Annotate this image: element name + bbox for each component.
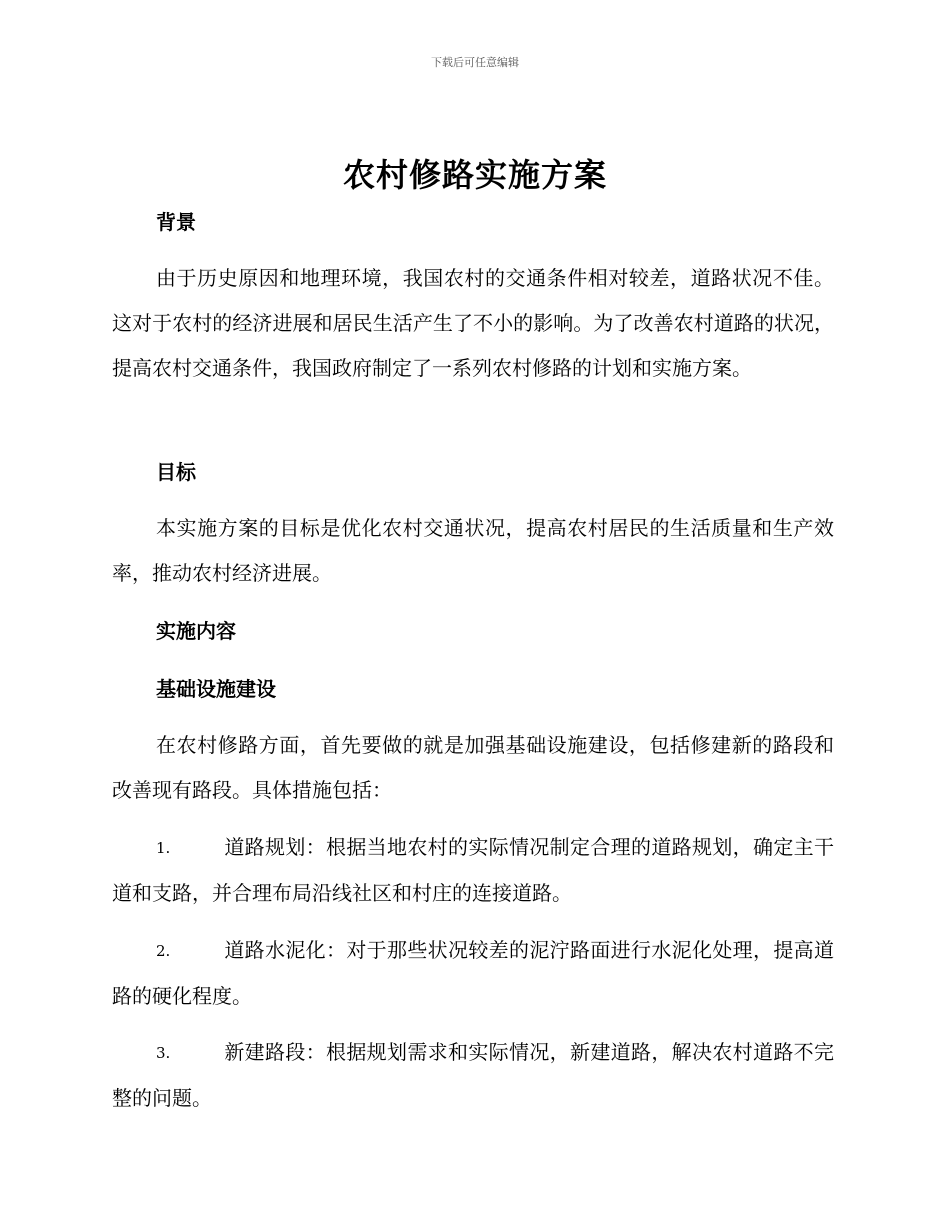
list-item-number: 3.: [156, 1044, 171, 1062]
list-item: [112, 1030, 834, 1121]
section-content: [112, 617, 834, 645]
list-item-text: 新建路段：根据规划需求和实际情况，新建道路，解决农村道路不完整的问题。: [112, 1040, 834, 1110]
section-heading: 基础设施建设: [156, 677, 276, 701]
section-heading: 实施内容: [156, 619, 236, 643]
section-infrastructure: [112, 675, 834, 703]
section-heading: 背景: [156, 210, 196, 234]
section-background: [112, 208, 834, 236]
list-item-text: 道路水泥化：对于那些状况较差的泥泞路面进行水泥化处理，提高道路的硬化程度。: [112, 938, 834, 1008]
list-item-text: 道路规划：根据当地农村的实际情况制定合理的道路规划，确定主干道和支路，并合理布局沿线社区和村庄的连接道路。: [112, 835, 834, 905]
paragraph: 由于历史原因和地理环境，我国农村的交通条件相对较差，道路状况不佳。这对于农村的经济进展和居民生活产生了不小的影响。为了改善农村道路的状况，提高农村交通条件，我国政府制定了一系列农村修路的计划和实施方案。: [112, 266, 834, 380]
infrastructure-paragraph-block: [112, 723, 834, 813]
goal-paragraph-block: [112, 506, 834, 596]
list-item-number: 1.: [156, 839, 171, 857]
paragraph: 本实施方案的目标是优化农村交通状况，提高农村居民的生活质量和生产效率，推动农村经济进展。: [112, 516, 834, 585]
header-note: 下载后可任意编辑: [431, 56, 519, 69]
list-item: [112, 928, 834, 1019]
section-heading: 目标: [156, 460, 196, 484]
background-paragraph-block: [112, 256, 834, 391]
list-item: [112, 825, 834, 916]
list-item-number: 2.: [156, 942, 171, 960]
section-goal: [112, 458, 834, 486]
document-title: 农村修路实施方案: [342, 156, 607, 194]
paragraph: 在农村修路方面，首先要做的就是加强基础设施建设，包括修建新的路段和改善现有路段。具体措施包括：: [112, 733, 834, 802]
